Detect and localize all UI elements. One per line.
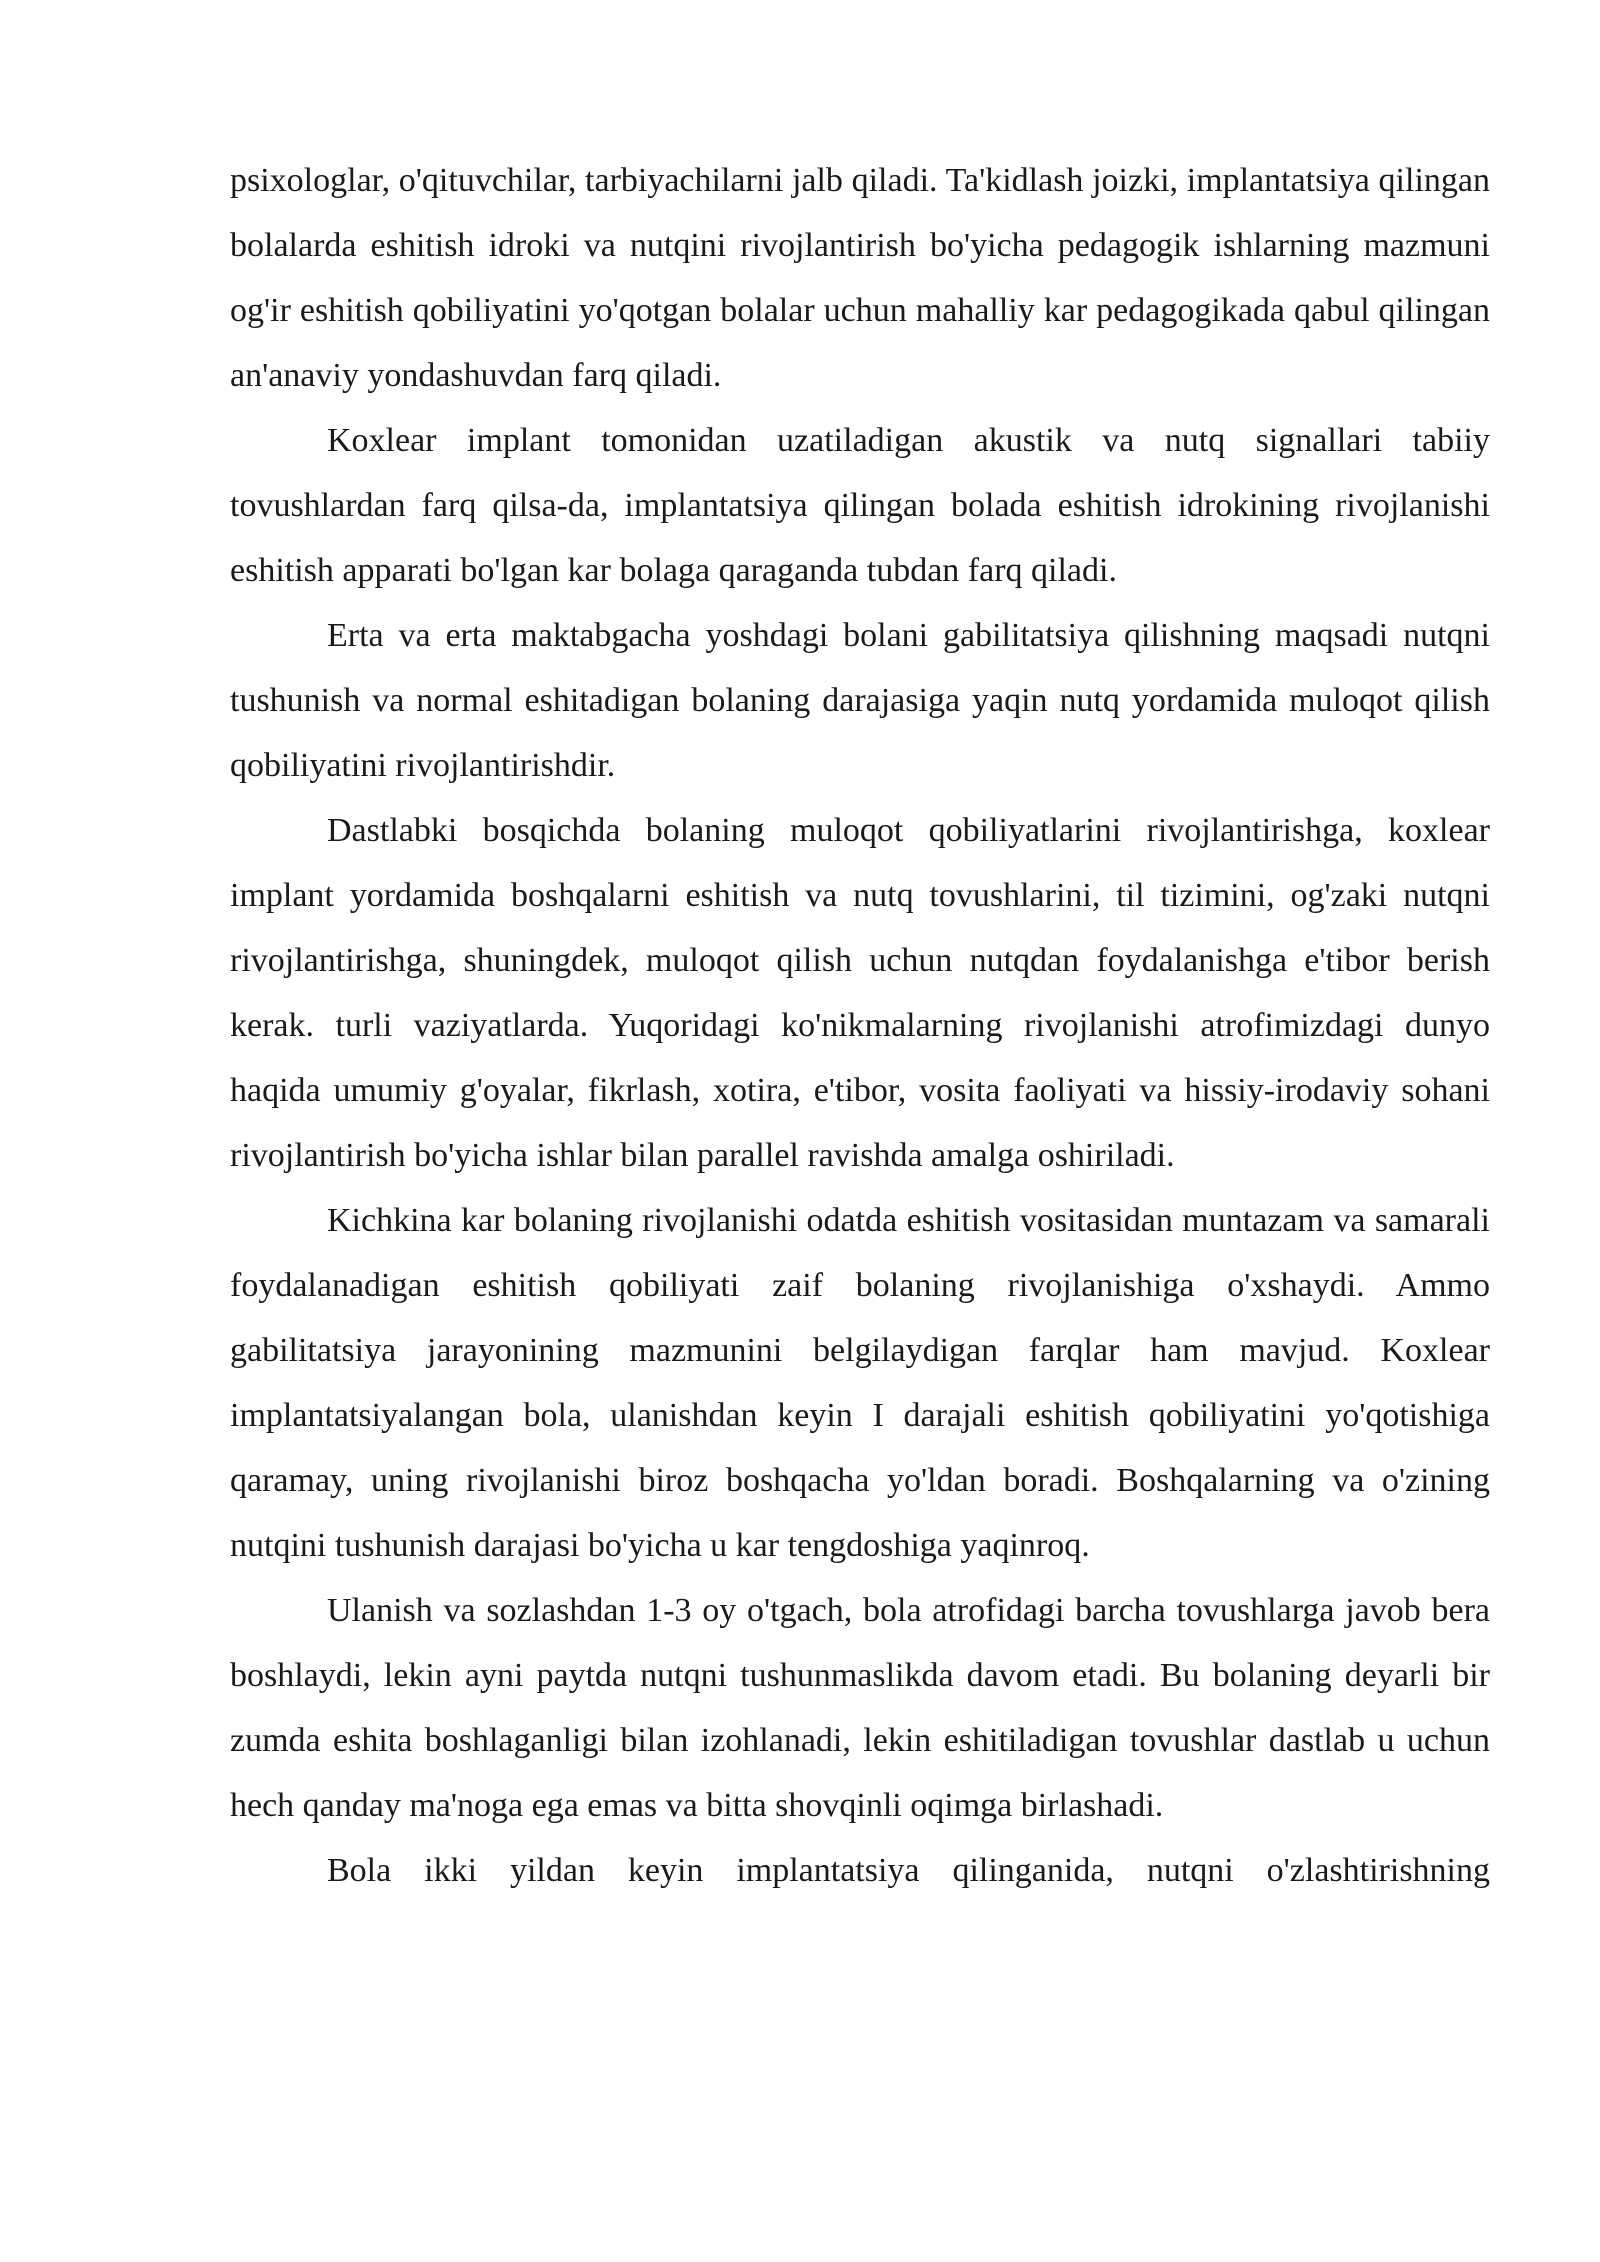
paragraph-continued-from-previous-page: psixologlar, o'qituvchilar, tarbiyachilarni jalb qiladi. Ta'kidlash joizki, implantatsiya qilingan bolalarda eshitish idroki va nutqini rivojlantirish bo'yicha pedagogik ishlarning mazmuni og'ir eshitish qobiliyatini yo'qotgan bolalar uchun mahalliy kar pedagogikada qabul qilingan an'anaviy yondashuvdan farq qiladi. [230,162,1490,394]
paragraph-after-connection: Ulanish va sozlashdan 1-3 oy o'tgach, bola atrofidagi barcha tovushlarga javob bera boshlaydi, lekin ayni paytda nutqni tushunmaslikda davom etadi. Bu bolaning deyarli bir zumda eshita boshlaganligi bilan izohlanadi, lekin eshitiladigan tovushlar dastlab u uchun hech qanday ma'noga ega emas va bitta shovqinli oqimga birlashadi. [230,1592,1490,1824]
paragraph-deaf-child-development: Kichkina kar bolaning rivojlanishi odatda eshitish vositasidan muntazam va samarali foydalanadigan eshitish qobiliyati zaif bolaning rivojlanishiga o'xshaydi. Ammo gabilitatsiya jarayonining mazmunini belgilaydigan farqlar ham mavjud. Koxlear implantatsiyalangan bola, ulanishdan keyin I darajali eshitish qobiliyatini yo'qotishiga qaramay, uning rivojlanishi biroz boshqacha yo'ldan boradi. Boshqalarning va o'zining nutqini tushunish darajasi bo'yicha u kar tengdoshiga yaqinroq. [230,1202,1490,1564]
paragraph-initial-stage: Dastlabki bosqichda bolaning muloqot qobiliyatlarini rivojlantirishga, koxlear implant yordamida boshqalarni eshitish va nutq tovushlarini, til tizimini, og'zaki nutqni rivojlantirishga, shuningdek, muloqot qilish uchun nutqdan foydalanishga e'tibor berish kerak. turli vaziyatlarda. Yuqoridagi ko'nikmalarning rivojlanishi atrofimizdagi dunyo haqida umumiy g'oyalar, fikrlash, xotira, e'tibor, vosita faoliyati va hissiy-irodaviy sohani rivojlantirish bo'yicha ishlar bilan parallel ravishda amalga oshiriladi. [230,812,1490,1174]
paragraph-implant-after-two-years: Bola ikki yildan keyin implantatsiya qilinganida, nutqni o'zlashtirishning [327,1852,1490,1889]
paragraph-habilitation-goal: Erta va erta maktabgacha yoshdagi bolani gabilitatsiya qilishning maqsadi nutqni tushunish va normal eshitadigan bolaning darajasiga yaqin nutq yordamida muloqot qilish qobiliyatini rivojlantirishdir. [230,617,1490,784]
paragraph-cochlear-implant-signals: Koxlear implant tomonidan uzatiladigan akustik va nutq signallari tabiiy tovushlardan farq qilsa-da, implantatsiya qilingan bolada eshitish idrokining rivojlanishi eshitish apparati bo'lgan kar bolaga qaraganda tubdan farq qiladi. [230,422,1490,589]
document-page [230,148,1490,1903]
